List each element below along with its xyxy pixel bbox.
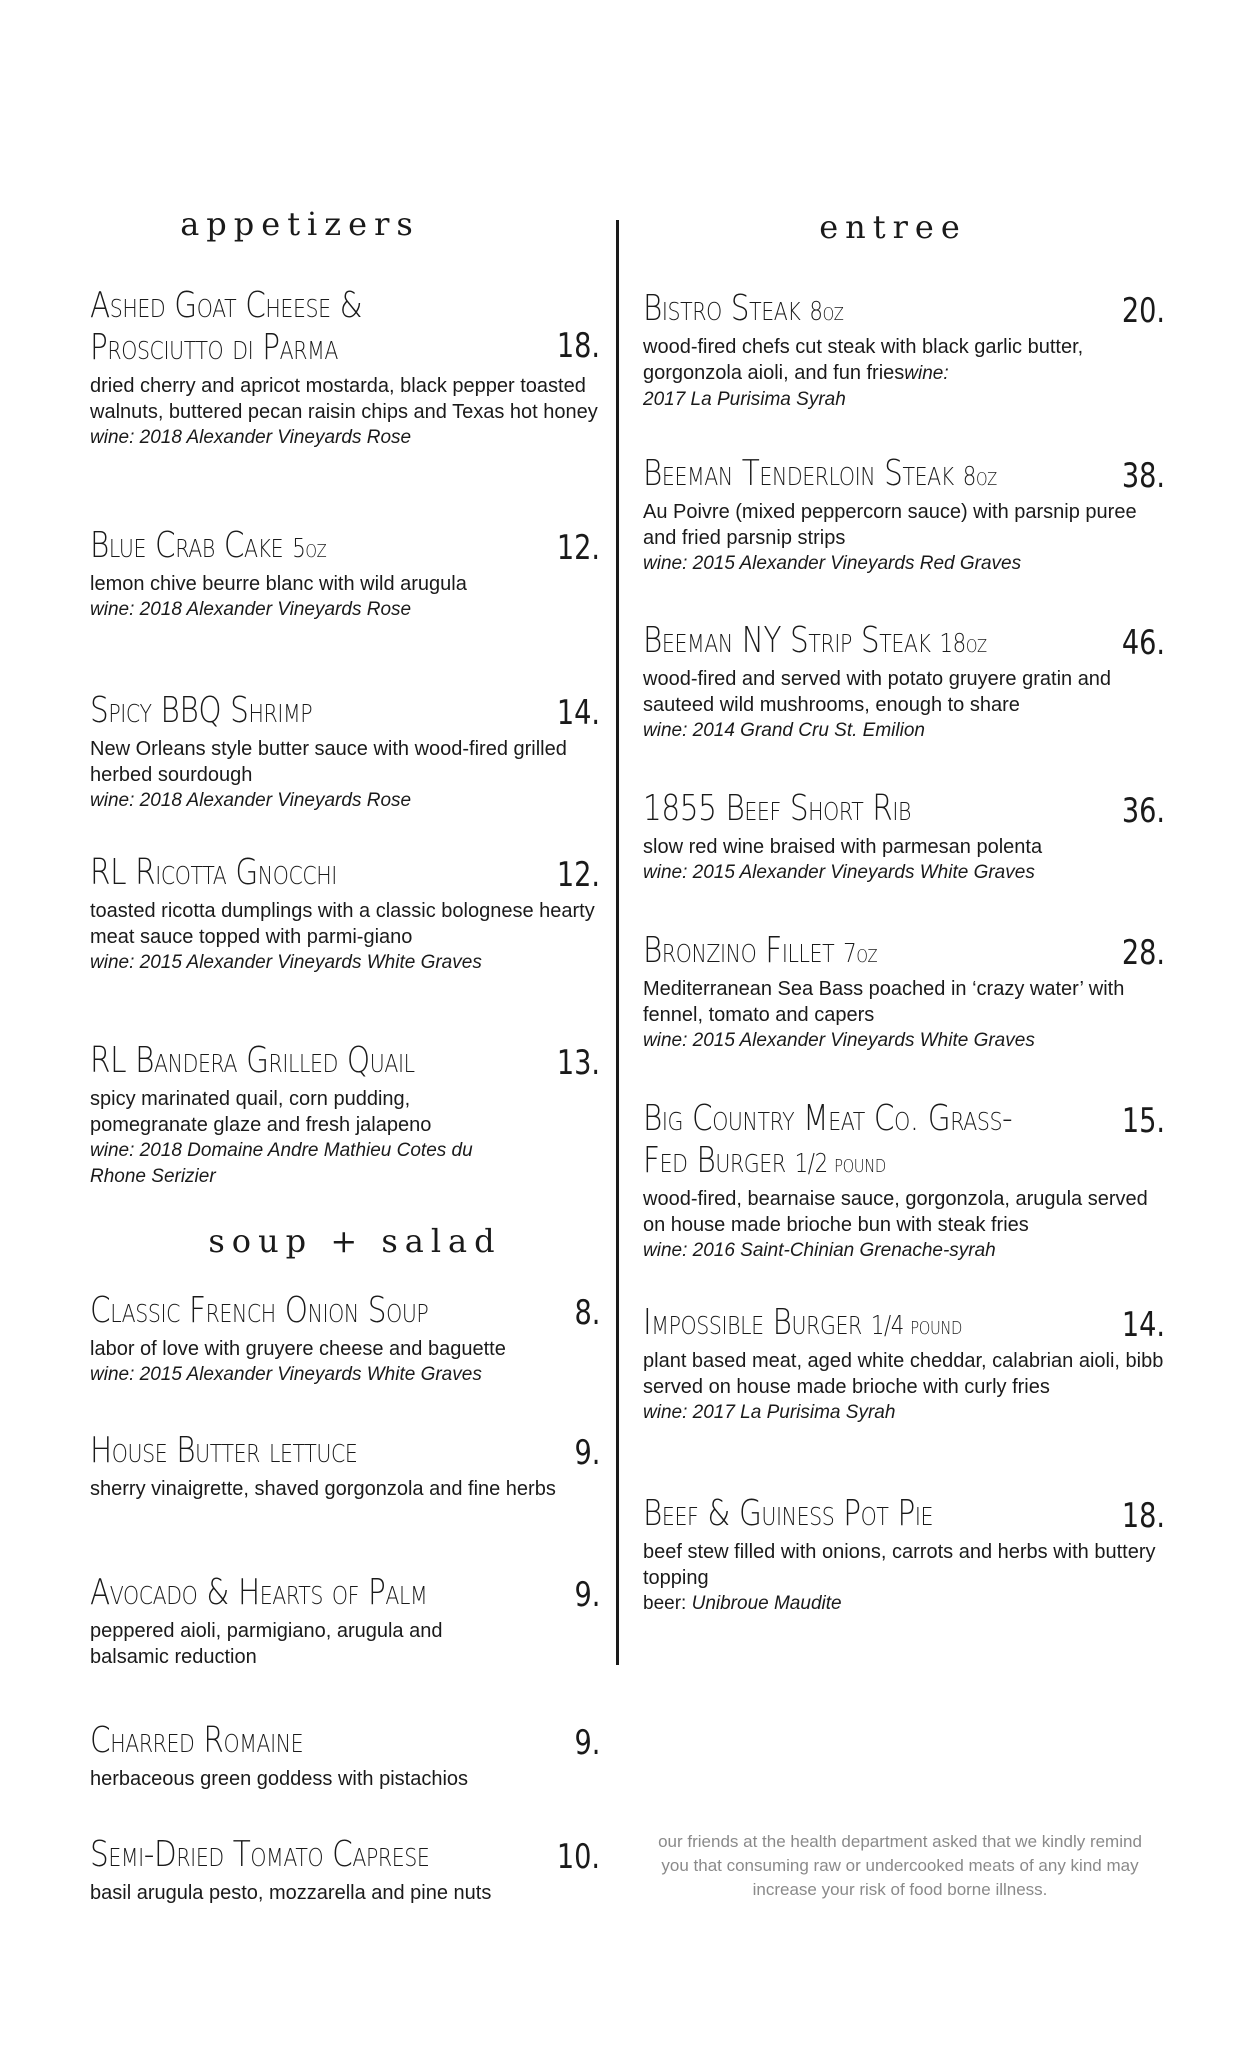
menu-item [643, 1302, 1165, 1426]
menu-item [90, 285, 600, 451]
wine-pairing: wine: 2015 Alexander Vineyards Red Graves [643, 553, 1022, 574]
wine-pairing: wine: 2014 Grand Cru St. Emilion [643, 720, 925, 741]
item-description: labor of love with gruyere cheese and baguette [90, 1338, 506, 1360]
item-price: 46. [1121, 623, 1165, 663]
item-price: 36. [1121, 791, 1165, 831]
item-price: 14. [1121, 1305, 1165, 1345]
item-name: Ashed Goat Cheese & Prosciutto di Parma [90, 285, 363, 368]
menu-item [90, 1430, 600, 1502]
item-price: 18. [556, 326, 600, 366]
item-name: Impossible Burger 1/4 pound [643, 1302, 962, 1343]
item-price: 20. [1121, 291, 1165, 331]
menu-item [643, 1493, 1165, 1617]
entree-heading: entree [819, 208, 967, 246]
item-price: 14. [556, 693, 600, 733]
item-description: Au Poivre (mixed peppercorn sauce) with parsnip puree and fried parsnip strips [643, 501, 1137, 549]
item-price: 12. [556, 528, 600, 568]
item-description: plant based meat, aged white cheddar, calabrian aioli, bibb served on house made brioche with curly fries [643, 1350, 1164, 1398]
menu-item [90, 1040, 600, 1190]
item-name: Big Country Meat Co. Grass-Fed Burger 1/2 pound [643, 1098, 1013, 1181]
item-name: Charred Romaine [90, 1720, 304, 1761]
item-description: slow red wine braised with parmesan polenta [643, 836, 1043, 858]
menu-item [90, 690, 600, 814]
item-name: Avocado & Hearts of Palm [90, 1572, 428, 1613]
menu-item [643, 1098, 1165, 1264]
item-description: toasted ricotta dumplings with a classic bolognese hearty meat sauce topped with parmi-giano [90, 900, 595, 948]
wine-pairing: 2017 La Purisima Syrah [643, 389, 846, 410]
item-name: Blue Crab Cake 5oz [90, 525, 327, 566]
item-name: RL Bandera Grilled Quail [90, 1040, 415, 1081]
item-name: Bronzino Fillet 7oz [643, 930, 878, 971]
wine-pairing: wine: 2016 Saint-Chinian Grenache-syrah [643, 1240, 996, 1261]
item-price: 9. [574, 1723, 600, 1763]
item-price: 18. [1121, 1496, 1165, 1536]
wine-pairing: wine: 2018 Alexander Vineyards Rose [90, 427, 412, 448]
wine-pairing: wine: 2015 Alexander Vineyards White Graves [643, 862, 1035, 883]
item-price: 9. [574, 1575, 600, 1615]
wine-pairing: wine: 2018 Alexander Vineyards Rose [90, 599, 412, 620]
wine-pairing: wine: 2018 Alexander Vineyards Rose [90, 790, 412, 811]
menu-item [643, 620, 1165, 744]
item-description: herbaceous green goddess with pistachios [90, 1768, 469, 1790]
item-description: New Orleans style butter sauce with wood-fired grilled herbed sourdough [90, 738, 567, 786]
wine-pairing: wine: 2018 Domaine Andre Mathieu Cotes du Rhone Serizier [90, 1140, 473, 1187]
item-name: Classic French Onion Soup [90, 1290, 429, 1331]
menu-item [90, 1290, 600, 1388]
item-description: beef stew filled with onions, carrots and herbs with buttery topping [643, 1541, 1156, 1589]
wine-pairing: wine: 2015 Alexander Vineyards White Graves [90, 1364, 482, 1385]
menu-item [90, 525, 600, 623]
item-price: 38. [1121, 456, 1165, 496]
wine-pairing: wine: 2017 La Purisima Syrah [643, 1402, 896, 1423]
health-notice: our friends at the health department asked that we kindly remind you that consuming raw or undercooked meats of any kind may increase your risk of food borne illness. [658, 1832, 1142, 1899]
item-name: Spicy BBQ Shrimp [90, 690, 313, 731]
item-description: lemon chive beurre blanc with wild arugula [90, 573, 467, 595]
item-description: dried cherry and apricot mostarda, black pepper toasted walnuts, buttered pecan raisin chips and Texas hot honey [90, 375, 598, 423]
item-price: 10. [556, 1837, 600, 1877]
menu-item [643, 930, 1165, 1054]
appetizers-heading: appetizers [180, 205, 420, 243]
item-price: 9. [574, 1433, 600, 1473]
item-description: sherry vinaigrette, shaved gorgonzola and fine herbs [90, 1478, 556, 1500]
item-price: 15. [1121, 1101, 1165, 1141]
item-name: RL Ricotta Gnocchi [90, 852, 337, 893]
menu-item [90, 852, 600, 976]
item-name: Bistro Steak 8oz [643, 288, 844, 329]
item-price: 12. [556, 855, 600, 895]
item-price: 8. [574, 1293, 600, 1333]
item-description: basil arugula pesto, mozzarella and pine nuts [90, 1882, 492, 1904]
soup-salad-heading: soup + salad [208, 1222, 502, 1260]
item-name: Beef & Guiness Pot Pie [643, 1493, 934, 1534]
menu-item [643, 288, 1165, 413]
item-name: House Butter lettuce [90, 1430, 358, 1471]
item-description: wood-fired, bearnaise sauce, gorgonzola, arugula served on house made brioche bun with steak fries [643, 1188, 1148, 1236]
item-description: spicy marinated quail, corn pudding, pomegranate glaze and fresh jalapeno [90, 1088, 432, 1136]
item-name: Beeman NY Strip Steak 18oz [643, 620, 987, 661]
menu-item [643, 453, 1165, 577]
column-divider [616, 220, 619, 1665]
beer-pairing: beer: Unibroue Maudite [643, 1593, 842, 1614]
menu-item [90, 1834, 600, 1906]
wine-pairing: wine: 2015 Alexander Vineyards White Graves [90, 952, 482, 973]
item-name: Semi-Dried Tomato Caprese [90, 1834, 430, 1875]
menu-item [90, 1720, 600, 1792]
item-description: wood-fired chefs cut steak with black garlic butter, gorgonzola aioli, and fun frieswine: [643, 336, 1084, 384]
item-name: 1855 Beef Short Rib [643, 788, 912, 829]
item-price: 28. [1121, 933, 1165, 973]
wine-pairing: wine: 2015 Alexander Vineyards White Graves [643, 1030, 1035, 1051]
item-price: 13. [556, 1043, 600, 1083]
item-description: wood-fired and served with potato gruyere gratin and sauteed wild mushrooms, enough to share [643, 668, 1112, 716]
menu-item [643, 788, 1165, 886]
item-name: Beeman Tenderloin Steak 8oz [643, 453, 997, 494]
menu-item [90, 1572, 600, 1670]
item-description: peppered aioli, parmigiano, arugula and balsamic reduction [90, 1620, 443, 1668]
item-description: Mediterranean Sea Bass poached in ‘crazy water’ with fennel, tomato and capers [643, 978, 1125, 1026]
